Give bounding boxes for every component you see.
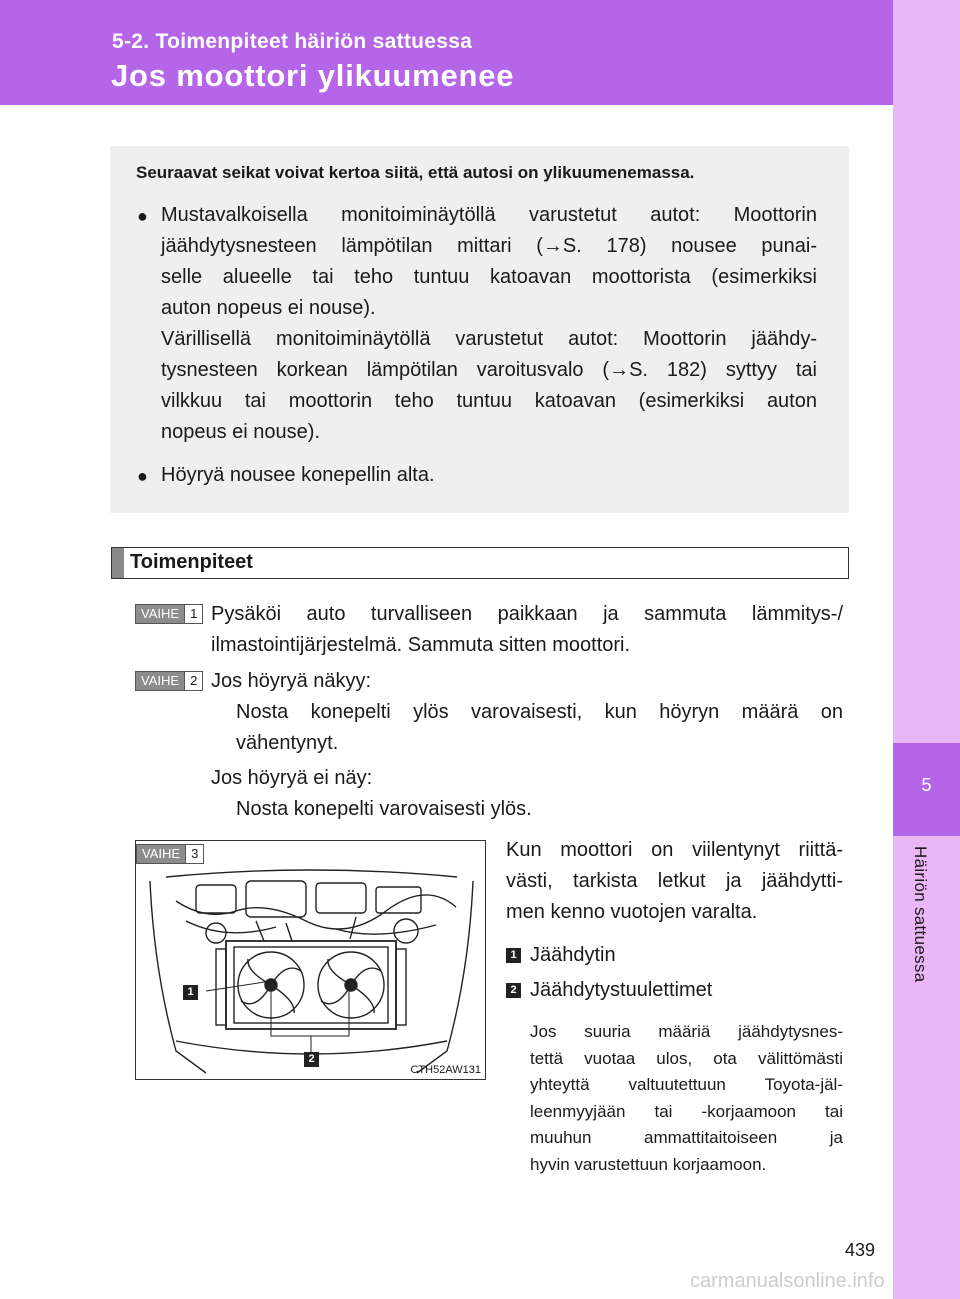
intro-bullet-2: Höyryä nousee konepellin alta. (161, 464, 435, 486)
chapter-number: 5 (921, 775, 932, 795)
engine-illustration (136, 841, 486, 1080)
step-2-condition-a: Jos höyryä näkyy: (211, 670, 372, 692)
chapter-title: Häiriön sattuessa (911, 846, 930, 983)
bullet-icon: ● (137, 466, 148, 486)
watermark: carmanualsonline.info (690, 1270, 885, 1292)
section-bar-label: Toimenpiteet (130, 551, 253, 573)
step-badge-2: VAIHE 2 (135, 671, 203, 691)
legend-label-1: Jäähdytin (530, 944, 616, 966)
intro-lead: Seuraavat seikat voivat kertoa siitä, että autosi on ylikuumenemassa. (136, 163, 695, 182)
figure-code: CTH52AW131 (410, 1064, 481, 1076)
step-2-action-a: Nosta konepelti ylös varovaisesti, kun höyryn määrä on vähentynyt. (236, 701, 843, 754)
legend-badge-1: 1 (506, 948, 521, 963)
step-2-condition-b: Jos höyryä ei näy: (211, 767, 373, 789)
chapter-tab[interactable] (893, 743, 960, 836)
page-title: Jos moottori ylikuumenee (111, 58, 515, 93)
bullet-icon: ● (137, 206, 148, 226)
page-header (0, 0, 893, 105)
engine-figure (135, 840, 486, 1080)
section-bar-accent (112, 548, 124, 578)
sidebar-strip-top (893, 0, 960, 743)
figure-callout-1: 1 (183, 985, 198, 1000)
figure-callout-2: 2 (304, 1052, 319, 1067)
section-title: 5-2. Toimenpiteet häiriön sattuessa (112, 30, 473, 53)
step-badge-1: VAIHE 1 (135, 604, 203, 624)
intro-box (110, 146, 849, 513)
section-bar (111, 547, 849, 579)
page-number: 439 (845, 1240, 876, 1260)
step-1-text: Pysäköi auto turvalliseen paikkaan ja sammuta lämmitys-/ ilmastointijärjestelmä. Sammuta sitten moottori. (211, 603, 843, 656)
leak-note: Jos suuria määriä jäähdytysnes- tettä vuotaa ulos, ota välittömästi yhteyttä valtuutettuun Toyota-jäl- leenmyyjään tai -korjaamoon tai muuhun ammattitaitoiseen ja hyvin varustettuun korjaamoon. (530, 1022, 843, 1174)
step-badge-3: VAIHE 3 (136, 844, 204, 864)
intro-bullet-1: Mustavalkoisella monitoiminäytöllä varustetut autot: Moottorin jäähdytysnesteen lämpötilan mittari (→S. 178) nousee punai- selle alueelle tai teho tuntuu katoavan moottorista (esimerkiksi auton nopeus ei nouse). Värillisellä monitoiminäytöllä varustetut autot: Moottorin jäähdy- tysnesteen korkean lämpötilan varoitusvalo (→S. 182) syttyy tai vilkkuu tai moottorin teho tuntuu katoavan (esimerkiksi auton nopeus ei nouse). (161, 204, 817, 443)
step-2-action-b: Nosta konepelti varovaisesti ylös. (236, 798, 532, 820)
legend-badge-2: 2 (506, 983, 521, 998)
step-3-text: Kun moottori on viilentynyt riittä- västi, tarkista letkut ja jäähdytti- men kenno vuotojen varalta. (506, 839, 843, 923)
legend-label-2: Jäähdytystuulettimet (530, 979, 713, 1001)
